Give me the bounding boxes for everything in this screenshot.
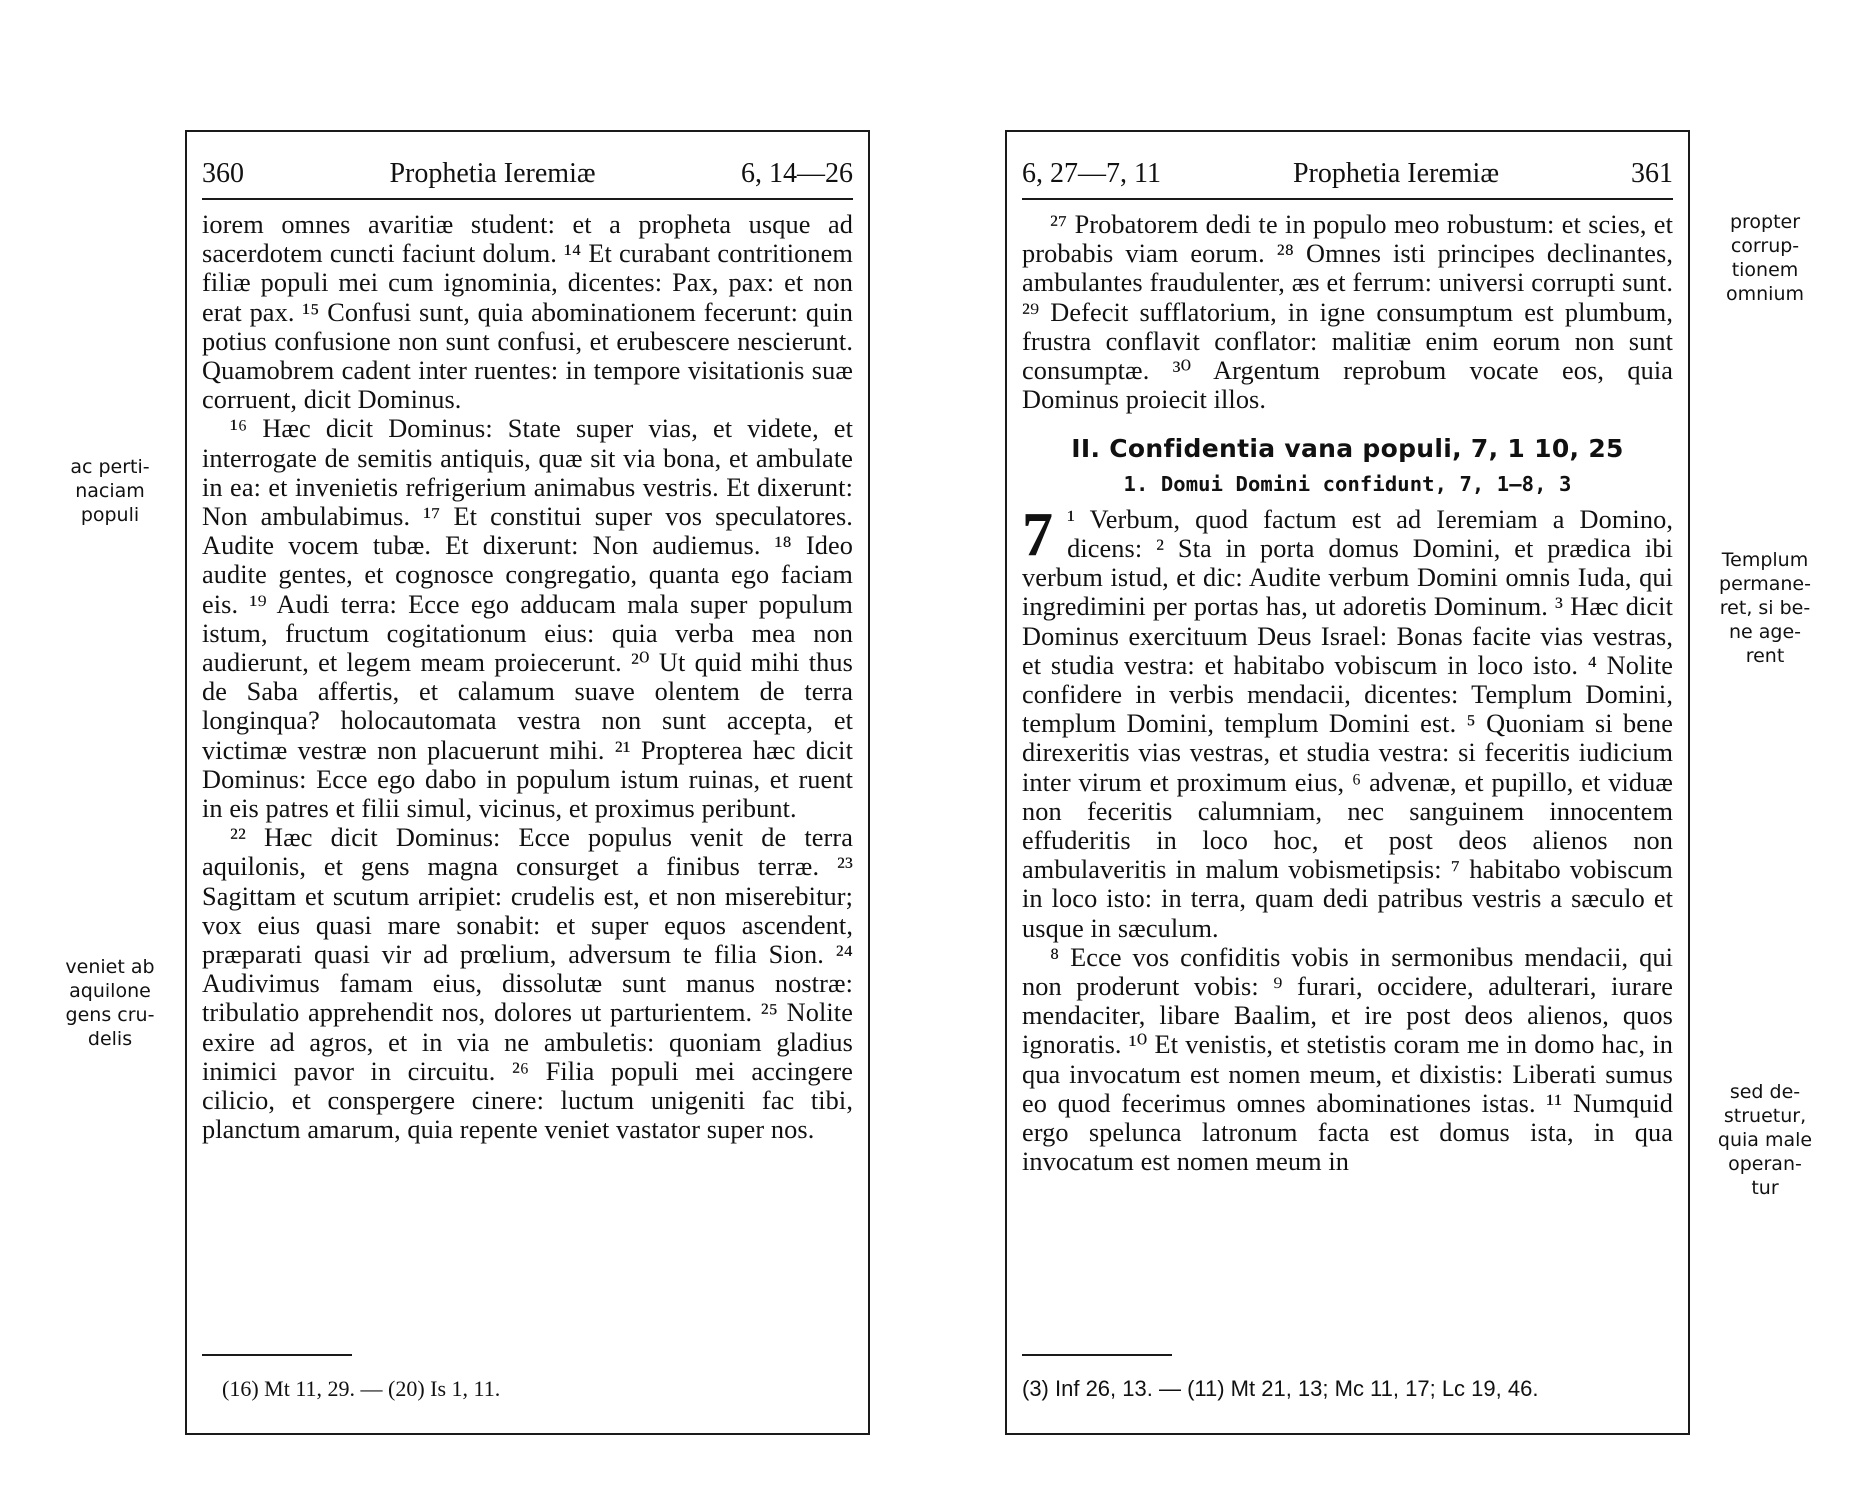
header-rule [1022, 198, 1673, 200]
subsection-title: 1. Domui Domini confidunt, 7, 1—8, 3 [1123, 471, 1572, 496]
section-title: II. Confidentia vana populi, 7, 1 10, 25 [1071, 434, 1624, 464]
left-page [185, 130, 870, 1435]
header-rule [202, 198, 853, 200]
margin-note: propter corrup- tionem omnium [1725, 211, 1804, 305]
verse-range: 6, 27—7, 11 [1022, 158, 1161, 189]
verse-range: 6, 14—26 [741, 158, 853, 189]
margin-note: ac perti- naciam populi [70, 456, 150, 526]
right-page-header [1022, 154, 1673, 194]
running-title: Prophetia Ieremiæ [1292, 158, 1500, 189]
paragraph: iorem omnes avaritiæ student: et a propheta usque ad sacerdotem cuncti faciunt dolum. ¹⁴ Et curabant contritionem filiæ populi mei cum ignominia, dicentes: Pax, pax: et non erat pax. ¹⁵ Confusi sunt, quia abominationem fecerunt: quin potius confusione non sunt confusi, et erubescere nescierunt. Quamobrem cadent inter ruentes: in tempore visitationis suæ corruent, dicit Dominus. [202, 210, 853, 415]
footnote-rule [1022, 1354, 1172, 1356]
chapter-opening-paragraph [1022, 500, 1673, 943]
page-number: 361 [1631, 158, 1673, 189]
paragraph: ²² Hæc dicit Dominus: Ecce populus venit de terra aquilonis, et gens magna consurget a finibus terræ. ²³ Sagittam et scutum arripiet: crudelis est, et non miserebitur; vox eius quasi mare sonabit: et super equos ascendent, præparati quasi vir ad prœlium, adversum te filia Sion. ²⁴ Audivimus famam eius, dissolutæ sunt manus nostræ: tribulatio apprehendit nos, dolores ut parturientem. ²⁵ Nolite exire ad agros, et in via ne ambuletis: quoniam gladius inimici pavor in circuitu. ²⁶ Filia populi mei accingere cilicio, et conspergere cinere: luctum unigeniti fac tibi, planctum amarum, quia repente veniet vastator super nos. [202, 823, 853, 1145]
chapter-number: 7 [1022, 500, 1054, 569]
paragraph: ²⁷ Probatorem dedi te in populo meo robustum: et scies, et probabis viam eorum. ²⁸ Omnes isti principes declinantes, ambulantes fraudulenter, æs et ferrum: universi corrupti sunt. ²⁹ Defecit sufflatorium, in igne consumptum est plumbum, frustra conflavit conflator: malitiæ enim eorum non sunt consumptæ. ³⁰ Argentum reprobum vocate eos, quia Dominus proiecit illos. [1022, 210, 1673, 415]
footnote: (16) Mt 11, 29. — (20) Is 1, 11. [222, 1376, 501, 1401]
paragraph: ⁸ Ecce vos confiditis vobis in sermonibus mendacii, qui non proderunt vobis: ⁹ furari, occidere, adulterari, iurare mendaciter, libare Baalim, et ire post deos alienos, quos ignoratis. ¹⁰ Et venistis, et stetistis coram me in domo hac, in qua invocatum est nomen meum, et dixistis: Liberati sumus eo quod fecerimus omnes abominationes istas. ¹¹ Numquid ergo spelunca latronum facta est domus ista, in qua invocatum est nomen meum in [1022, 942, 1673, 1177]
margin-note: sed de- struetur, quia male operan- tur [1717, 1081, 1813, 1199]
right-page [1005, 130, 1690, 1435]
left-body-text [202, 210, 853, 1145]
running-title: Prophetia Ieremiæ [389, 158, 596, 189]
footnote: (3) Inf 26, 13. — (11) Mt 21, 13; Mc 11, 17; Lc 19, 46. [1022, 1376, 1539, 1401]
left-page-header [202, 154, 853, 194]
right-body-text [1022, 210, 1673, 1177]
margin-note: Templum permane- ret, si be- ne age- rent [1719, 549, 1811, 667]
paragraph: ¹⁶ Hæc dicit Dominus: State super vias, et videte, et interrogate de semitis antiquis, quæ sit via bona, et ambulate in ea: et invenietis refrigerium animabus vestris. Et dixerunt: Non ambulabimus. ¹⁷ Et constitui super vos speculatores. Audite vocem tubæ. Et dixerunt: Non audiemus. ¹⁸ Ideo audite gentes, et cognosce congregatio, quanta ego faciam eis. ¹⁹ Audi terra: Ecce ego adducam mala super populum istum, fructum cogitationum eius: quia verba mea non audierunt, et legem meam proiecerunt. ²⁰ Ut quid mihi thus de Saba affertis, et calamum suave olentem de terra longinqua? holocautomata vestra non sunt accepta, et victimæ vestræ non placuerunt mihi. ²¹ Propterea hæc dicit Dominus: Ecce ego dabo in populum istum ruinas, et ruent in eis patres et filii simul, vicinus, et proximus peribunt. [202, 414, 853, 824]
page-number: 360 [202, 158, 244, 189]
margin-note: veniet ab aquilone gens cru- delis [65, 956, 155, 1050]
paragraph-text: ¹ Verbum, quod factum est ad Ieremiam a Domino, dicens: ² Sta in porta domus Domini, et prædica ibi verbum istud, et dic: Audite verbum Domini omnis Iuda, qui ingredimini per portas has, ut adoretis Dominum. ³ Hæc dicit Dominus exercituum Deus Israel: Bonas facite vias vestras, et studia vestra: et habitabo vobiscum in loco isto. ⁴ Nolite confidere in verbis mendacii, dicentes: Templum Domini, templum Domini, templum Domini est. ⁵ Quoniam si bene direxeritis vias vestras, et studia vestra: si feceritis iudicium inter virum et proximum eius, ⁶ advenæ, et pupillo, et viduæ non feceritis calumniam, nec sanguinem innocentem effuderitis in loco hoc, et post deos alienos non ambulaveritis in malum vobismetipsis: ⁷ habitabo vobiscum in loco isto: in terra, quam dedi patribus vestris a sæculo et usque in sæculum. [1022, 504, 1673, 943]
footnote-rule [202, 1354, 352, 1356]
